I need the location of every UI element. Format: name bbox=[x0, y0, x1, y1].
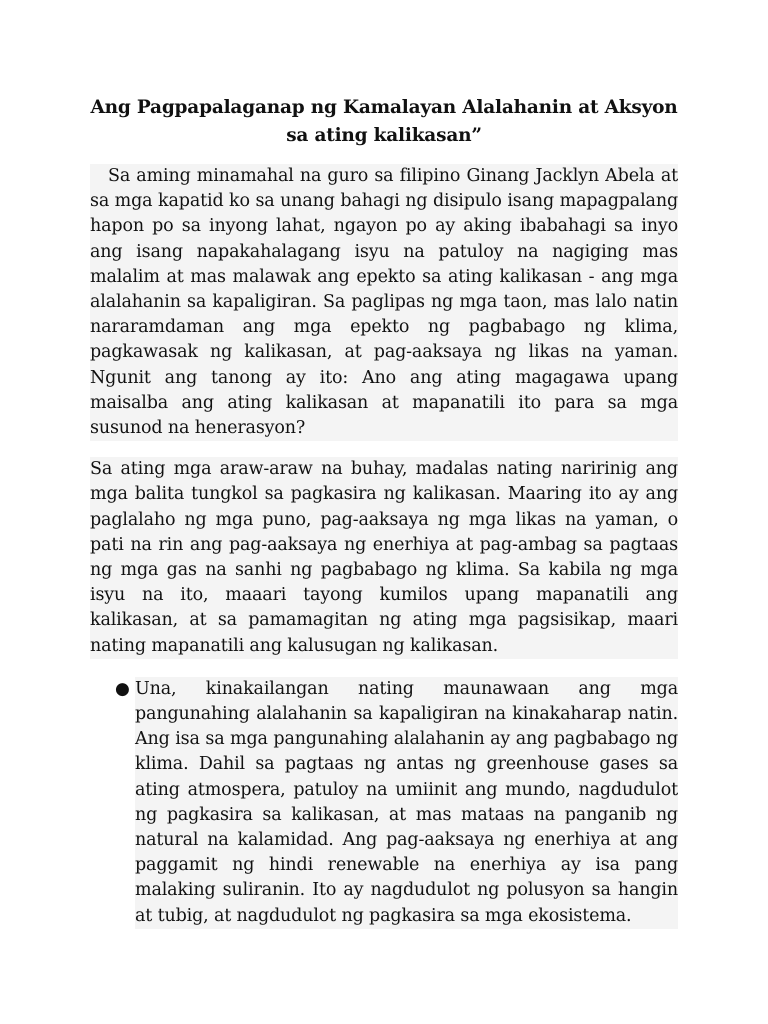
bullet-list-item bbox=[115, 677, 678, 929]
bullet-item-text: Una, kinakailangan nating maunawaan ang mga pangunahing alalahanin sa kapaligiran na kinakaharap natin. Ang isa sa mga pangunahing alalahanin ay ang pagbabago ng klima. Dahil sa pagtaas ng antas ng greenhouse gases sa ating atmospera, patuloy na umiinit ang mundo, nagdudulot ng pagkasira sa kalikasan, at mas mataas na panganib ng natural na kalamidad. Ang pag-aaksaya ng enerhiya at ang paggamit ng hindi renewable na enerhiya ay isa pang malaking suliranin. Ito ay nagdudulot ng polusyon sa hangin at tubig, at nagdudulot ng pagkasira sa mga ekosistema. bbox=[135, 677, 678, 929]
document-title: Ang Pagpapalaganap ng Kamalayan Alalahanin at Aksyon sa ating kalikasan” bbox=[90, 97, 678, 146]
document-page bbox=[90, 94, 678, 929]
bullet-list bbox=[90, 677, 678, 929]
bullet-icon: ● bbox=[115, 678, 130, 699]
paragraph-daily-life: Sa ating mga araw-araw na buhay, madalas nating naririnig ang mga balita tungkol sa pagkasira ng kalikasan. Maaring ito ay ang paglalaho ng mga puno, pag-aaksaya ng mga likas na yaman, o pati na rin ang pag-aaksaya ng enerhiya at pag-ambag sa pagtaas ng mga gas na sanhi ng pagbabago ng klima. Sa kabila ng mga isyu na ito, maaari tayong kumilos upang mapanatili ang kalikasan, at sa pamamagitan ng ating mga pagsisikap, maari nating mapanatili ang kalusugan ng kalikasan. bbox=[90, 457, 678, 659]
paragraph-intro: Sa aming minamahal na guro sa filipino Ginang Jacklyn Abela at sa mga kapatid ko sa unang bahagi ng disipulo isang mapagpalang hapon po sa inyong lahat, ngayon po ay aking ibabahagi sa inyo ang isang napakahalagang isyu na patuloy na nagiging mas malalim at mas malawak ang epekto sa ating kalikasan - ang mga alalahanin sa kapaligiran. Sa paglipas ng mga taon, mas lalo natin nararamdaman ang mga epekto ng pagbabago ng klima, pagkawasak ng kalikasan, at pag-aaksaya ng likas na yaman. Ngunit ang tanong ay ito: Ano ang ating magagawa upang maisalba ang ating kalikasan at mapanatili ito para sa mga susunod na henerasyon? bbox=[90, 164, 678, 441]
